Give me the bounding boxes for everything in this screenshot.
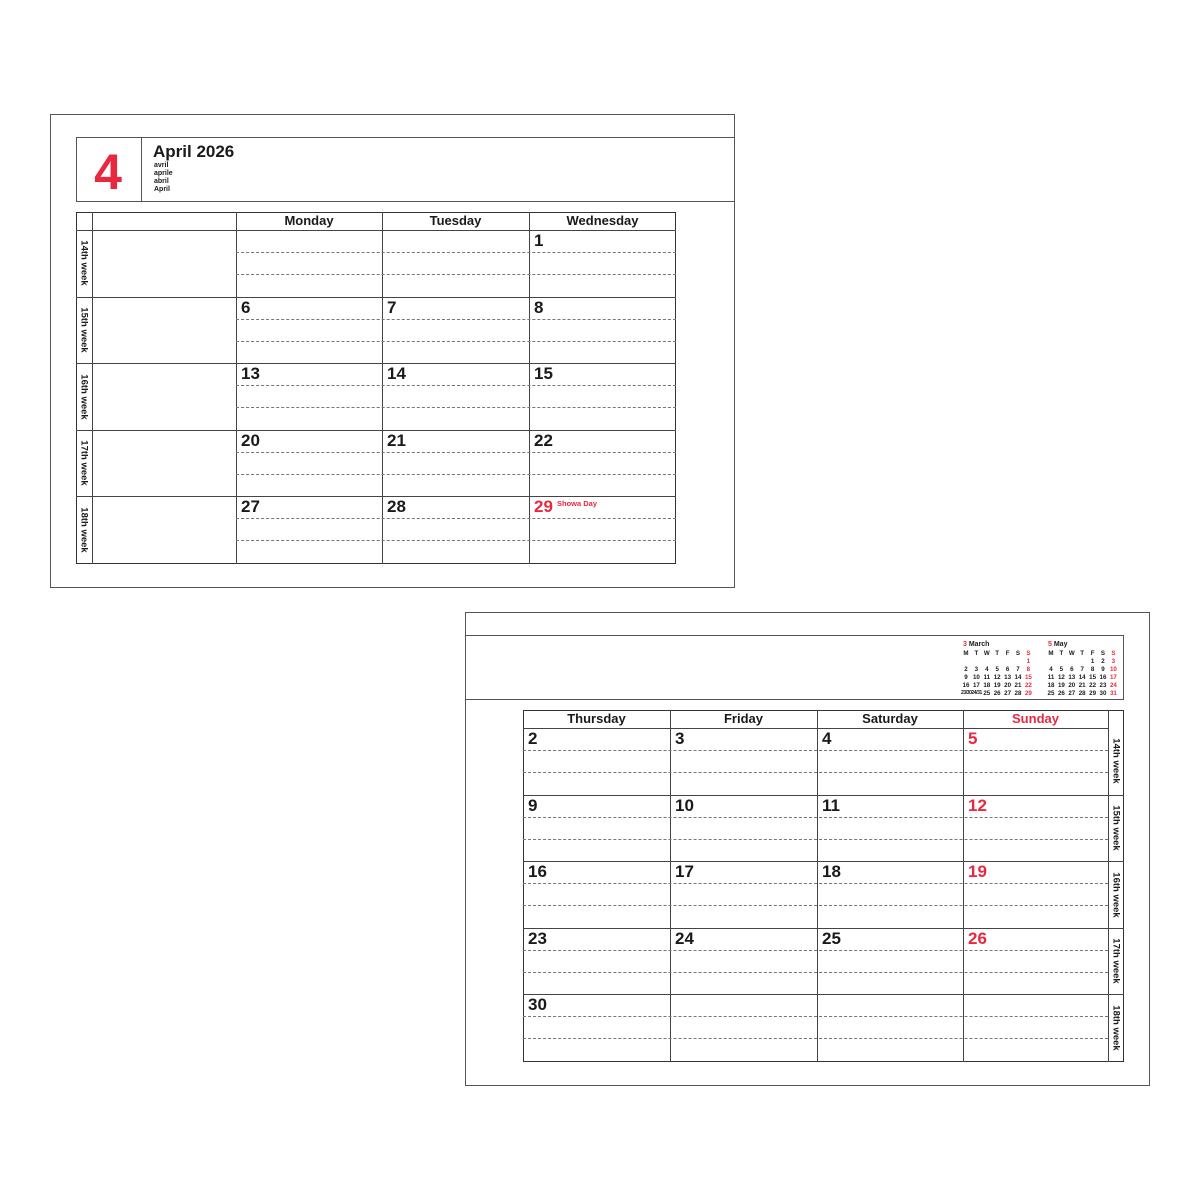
mini-day: 20 (1068, 682, 1076, 689)
mini-day: 13 (1068, 674, 1076, 681)
mini-day: 6 (1005, 666, 1010, 673)
writing-line (236, 341, 676, 342)
day-number: 24 (675, 928, 694, 948)
day-number: 23 (528, 928, 547, 948)
day-number: 25 (822, 928, 841, 948)
mini-day: 9 (964, 674, 968, 681)
day-number: 21 (387, 430, 406, 450)
mini-day: 24 (1109, 682, 1117, 689)
month-name-spanish: abril (154, 178, 169, 185)
mini-day: 24/31 (971, 690, 982, 696)
mini-day: 11 (1047, 674, 1055, 681)
week-label: 18th week (78, 506, 90, 553)
week-label: 15th week (1110, 805, 1122, 851)
writing-line (236, 319, 676, 320)
header-top-rule (76, 137, 735, 138)
mini-weekday: S (1111, 650, 1116, 657)
mini-day: 10 (972, 674, 980, 681)
day-number: 19 (968, 862, 987, 882)
header-top-rule-right (465, 635, 1124, 636)
mini-weekday: W (983, 650, 990, 657)
day-column-rule (817, 710, 818, 1062)
week-row-rule (76, 363, 676, 364)
day-number: 7 (387, 297, 397, 317)
day-number: 4 (822, 729, 832, 748)
writing-line (236, 385, 676, 386)
mini-day: 13 (1004, 674, 1012, 681)
mini-day: 23/30 (961, 690, 972, 696)
day-header-tuesday: Tuesday (429, 213, 482, 228)
mini-day: 16 (1099, 674, 1107, 681)
mini-day: 4 (1049, 666, 1053, 673)
day-number: 18 (822, 862, 841, 882)
day-number: 10 (675, 795, 694, 815)
header-row-rule (76, 230, 676, 231)
mini-day: 1 (1090, 658, 1095, 665)
writing-line (523, 750, 1108, 751)
mini-calendar-title (1048, 641, 1067, 649)
mini-weekday: T (974, 650, 979, 657)
month-name-italian: aprile (154, 170, 173, 177)
mini-day: 30 (1099, 690, 1107, 697)
mini-day: 18 (1047, 682, 1055, 689)
day-header-wednesday: Wednesday (566, 213, 639, 228)
writing-line (523, 1038, 1108, 1039)
writing-line (523, 972, 1108, 973)
day-number: 13 (241, 364, 260, 384)
mini-day: 22 (1024, 682, 1032, 689)
mini-calendar-title (963, 641, 989, 649)
writing-line (523, 839, 1108, 840)
writing-line (236, 540, 676, 541)
day-header-thursday: Thursday (567, 711, 626, 726)
day-header-sunday: Sunday (1012, 711, 1059, 726)
mini-day: 28 (1078, 690, 1086, 697)
mini-day: 16 (962, 682, 970, 689)
mini-weekday: M (1048, 650, 1054, 657)
writing-line (523, 905, 1108, 906)
day-header-friday: Friday (723, 711, 763, 726)
mini-day: 21 (1078, 682, 1086, 689)
mini-day: 19 (1057, 682, 1065, 689)
mini-weekday: T (1080, 650, 1085, 657)
day-number: 17 (675, 862, 694, 882)
mini-day: 29 (1089, 690, 1097, 697)
writing-line (236, 252, 676, 253)
week-label: 15th week (78, 307, 90, 353)
mini-day: 4 (985, 666, 989, 673)
mini-calendar-month-name: March (968, 641, 990, 648)
header-right-rule (1123, 635, 1124, 699)
mini-day: 12 (1057, 674, 1065, 681)
day-column-rule (1108, 710, 1109, 1062)
mini-day: 14 (1078, 674, 1086, 681)
grid-frame (76, 212, 676, 564)
month-name-french: avril (154, 162, 169, 169)
mini-day: 12 (993, 674, 1001, 681)
day-number: 5 (968, 729, 978, 748)
mini-weekday: T (1059, 650, 1064, 657)
mini-day: 5 (1059, 666, 1064, 673)
writing-line (236, 407, 676, 408)
week-row-rule (76, 496, 676, 497)
mini-weekday: S (1015, 650, 1021, 657)
mini-day: 20 (1004, 682, 1012, 689)
mini-calendar-month-name: May (1053, 641, 1068, 648)
mini-day: 15 (1024, 674, 1032, 681)
mini-day: 17 (972, 682, 980, 689)
mini-day: 22 (1089, 682, 1097, 689)
writing-line (236, 452, 676, 453)
mini-day: 19 (993, 682, 1001, 689)
mini-day: 7 (1080, 666, 1084, 673)
day-number: 6 (241, 297, 251, 317)
day-column-rule (963, 710, 964, 1062)
week-label: 14th week (1110, 738, 1122, 785)
week-row-rule (76, 430, 676, 431)
week-row-rule (76, 297, 676, 298)
mini-weekday: F (1090, 650, 1095, 657)
mini-weekday: S (1026, 650, 1031, 657)
header-bottom-rule (76, 201, 735, 202)
mini-day: 15 (1089, 674, 1097, 681)
mini-weekday: S (1100, 650, 1106, 657)
header-bottom-rule-right (465, 699, 1124, 700)
writing-line (236, 274, 676, 275)
month-name-german: April (154, 186, 170, 193)
mini-day: 6 (1070, 666, 1074, 673)
mini-day: 21 (1014, 682, 1022, 689)
week-column-rule (92, 212, 93, 564)
mini-weekday: T (995, 650, 1000, 657)
week-label: 14th week (78, 240, 90, 287)
day-number: 1 (534, 231, 544, 250)
day-number: 9 (528, 795, 538, 815)
grid-frame-right (523, 710, 1124, 1062)
mini-weekday: F (1005, 650, 1010, 657)
day-number: 3 (675, 729, 685, 748)
day-number: 11 (822, 795, 840, 815)
day-number: 28 (387, 497, 406, 517)
week-label: 17th week (1110, 938, 1122, 984)
day-column-rule (670, 710, 671, 1062)
day-number: 30 (528, 995, 547, 1015)
writing-line (523, 772, 1108, 773)
mini-day: 14 (1014, 674, 1022, 681)
writing-line (523, 950, 1108, 951)
month-title: April 2026 (153, 142, 235, 161)
day-number: 14 (387, 364, 406, 384)
day-number: 29 (534, 497, 553, 517)
mini-day: 5 (995, 666, 999, 673)
week-label: 18th week (1110, 1004, 1122, 1051)
mini-day: 1 (1026, 658, 1031, 665)
mini-day: 25 (1047, 690, 1055, 697)
writing-line (236, 518, 676, 519)
holiday-label: Showa Day (557, 499, 598, 509)
month-number: 4 (94, 144, 122, 200)
mini-day: 26 (1057, 690, 1065, 697)
week-label: 17th week (78, 440, 90, 486)
day-column-rule (529, 212, 530, 564)
day-number: 20 (241, 430, 260, 450)
header-left-rule (76, 137, 77, 201)
mini-weekday: W (1068, 650, 1075, 657)
day-number: 2 (528, 729, 538, 748)
day-column-rule (382, 212, 383, 564)
header-divider (141, 137, 142, 201)
mini-day: 11 (983, 674, 991, 681)
mini-day: 27 (1068, 690, 1076, 697)
mini-weekday: M (963, 650, 969, 657)
mini-day: 3 (1111, 658, 1116, 665)
week-row-rule (523, 994, 1124, 995)
mini-day: 3 (974, 666, 979, 673)
mini-day: 29 (1024, 690, 1032, 697)
writing-line (523, 1016, 1108, 1017)
mini-day: 28 (1014, 690, 1022, 697)
mini-day: 2 (964, 666, 968, 673)
mini-day: 31 (1109, 690, 1117, 697)
mini-day: 18 (983, 682, 991, 689)
mini-day: 26 (993, 690, 1001, 697)
writing-line (236, 474, 676, 475)
day-header-saturday: Saturday (862, 711, 918, 726)
day-column-rule (236, 212, 237, 564)
mini-day: 25 (983, 690, 991, 697)
mini-day: 10 (1109, 666, 1117, 673)
day-number: 8 (534, 297, 544, 317)
week-label: 16th week (78, 373, 90, 420)
day-number: 22 (534, 430, 553, 450)
header-row-rule (523, 728, 1108, 729)
day-number: 26 (968, 928, 987, 948)
mini-day: 8 (1090, 666, 1095, 673)
day-number: 16 (528, 862, 547, 882)
mini-day: 17 (1109, 674, 1117, 681)
writing-line (523, 817, 1108, 818)
day-number: 12 (968, 795, 987, 815)
week-label: 16th week (1110, 871, 1122, 918)
mini-day: 23 (1099, 682, 1107, 689)
mini-day: 8 (1026, 666, 1031, 673)
day-header-monday: Monday (284, 213, 334, 228)
mini-calendar-month-number: 3 (963, 641, 969, 648)
day-number: 27 (241, 497, 260, 517)
writing-line (523, 883, 1108, 884)
mini-day: 27 (1004, 690, 1012, 697)
mini-day: 9 (1101, 666, 1105, 673)
mini-calendar-month-number: 5 (1048, 641, 1054, 648)
mini-day: 7 (1016, 666, 1020, 673)
day-number: 15 (534, 364, 553, 384)
mini-day: 2 (1101, 658, 1105, 665)
